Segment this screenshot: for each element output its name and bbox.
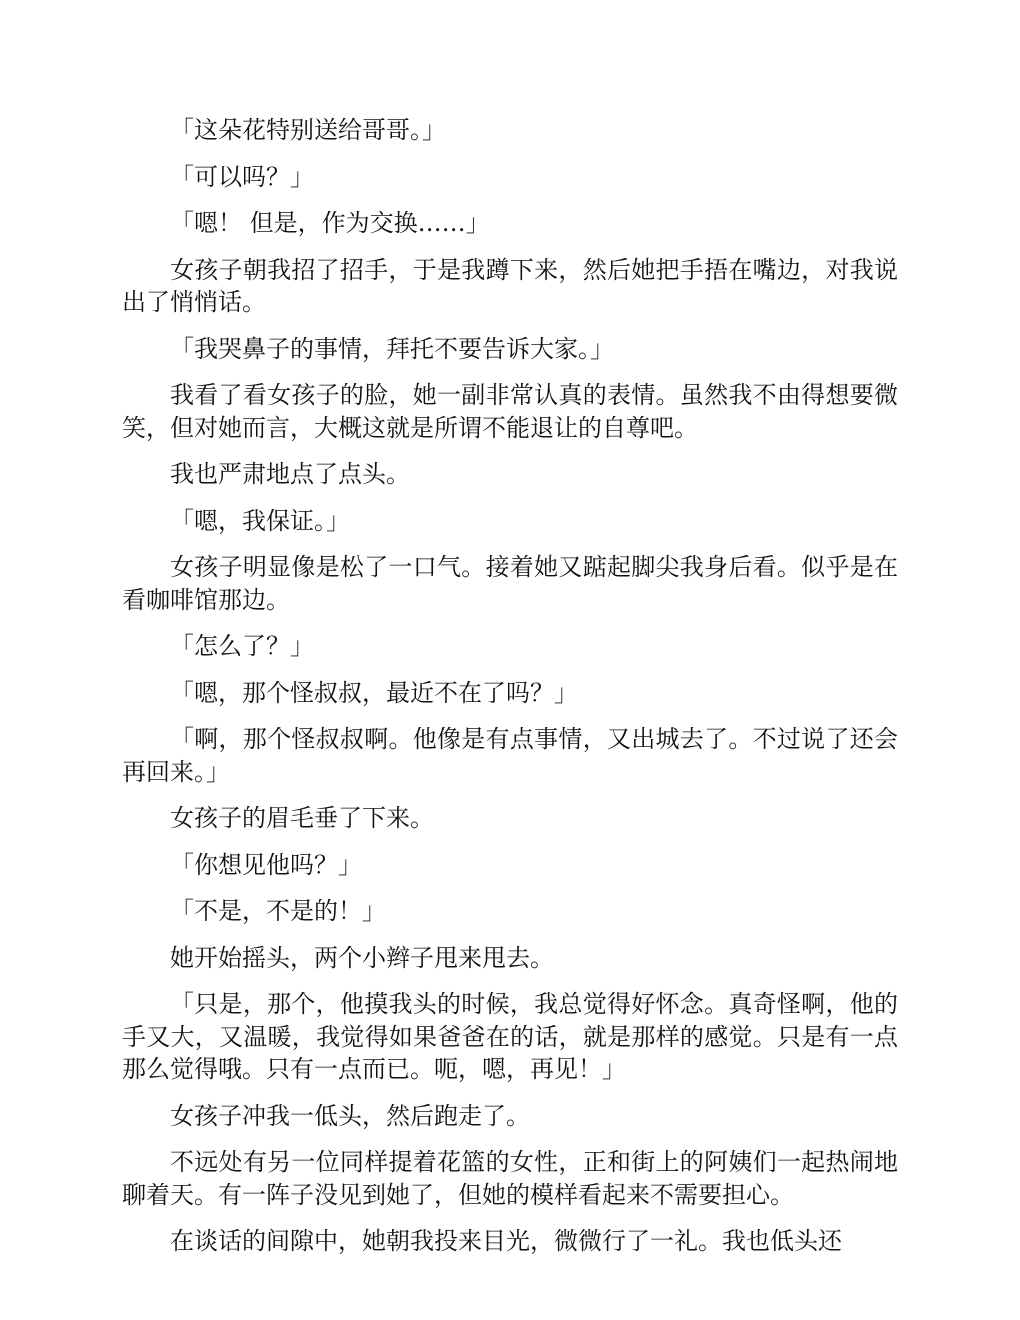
page-body	[122, 114, 898, 1272]
paragraph: 「嗯，我保证。」	[170, 506, 350, 535]
paragraph: 女孩子的眉毛垂了下来。	[170, 804, 434, 832]
paragraph: 「我哭鼻子的事情，拜托不要告诉大家。」	[170, 334, 614, 363]
paragraph: 她开始摇头，两个小辫子甩来甩去。	[170, 943, 554, 972]
paragraph: 「你想见他吗？」	[170, 850, 362, 879]
paragraph: 我看了看女孩子的脸，她一副非常认真的表情。虽然我不由得想要微笑，但对她而言，大概这就是所谓不能退让的自尊吧。	[122, 381, 898, 442]
paragraph: 女孩子朝我招了招手，于是我蹲下来，然后她把手捂在嘴边，对我说出了悄悄话。	[122, 255, 898, 316]
paragraph: 「可以吗？」	[170, 162, 314, 191]
paragraph: 我也严肃地点了点头。	[170, 460, 410, 488]
paragraph: 「不是，不是的！」	[170, 897, 386, 925]
paragraph: 「啊，那个怪叔叔啊。他像是有点事情，又出城去了。不过说了还会再回来。」	[122, 725, 898, 786]
paragraph: 女孩子明显像是松了一口气。接着她又踮起脚尖我身后看。似乎是在看咖啡馆那边。	[122, 553, 898, 614]
paragraph: 女孩子冲我一低头，然后跑走了。	[170, 1101, 530, 1130]
paragraph: 不远处有另一位同样提着花篮的女性，正和街上的阿姨们一起热闹地聊着天。有一阵子没见到她了，但她的模样看起来不需要担心。	[122, 1148, 898, 1209]
paragraph: 在谈话的间隙中，她朝我投来目光，微微行了一礼。我也低头还	[170, 1227, 842, 1255]
paragraph: 「嗯！ 但是，作为交换……」	[170, 209, 490, 237]
paragraph: 「怎么了？」	[170, 632, 314, 660]
paragraph: 「只是，那个，他摸我头的时候，我总觉得好怀念。真奇怪啊，他的手又大，又温暖，我觉得如果爸爸在的话，就是那样的感觉。只是有一点那么觉得哦。只有一点而已。呃，嗯，再见！」	[122, 990, 898, 1083]
paragraph: 「这朵花特别送给哥哥。」	[170, 116, 446, 144]
paragraph: 「嗯，那个怪叔叔，最近不在了吗？」	[170, 678, 578, 707]
